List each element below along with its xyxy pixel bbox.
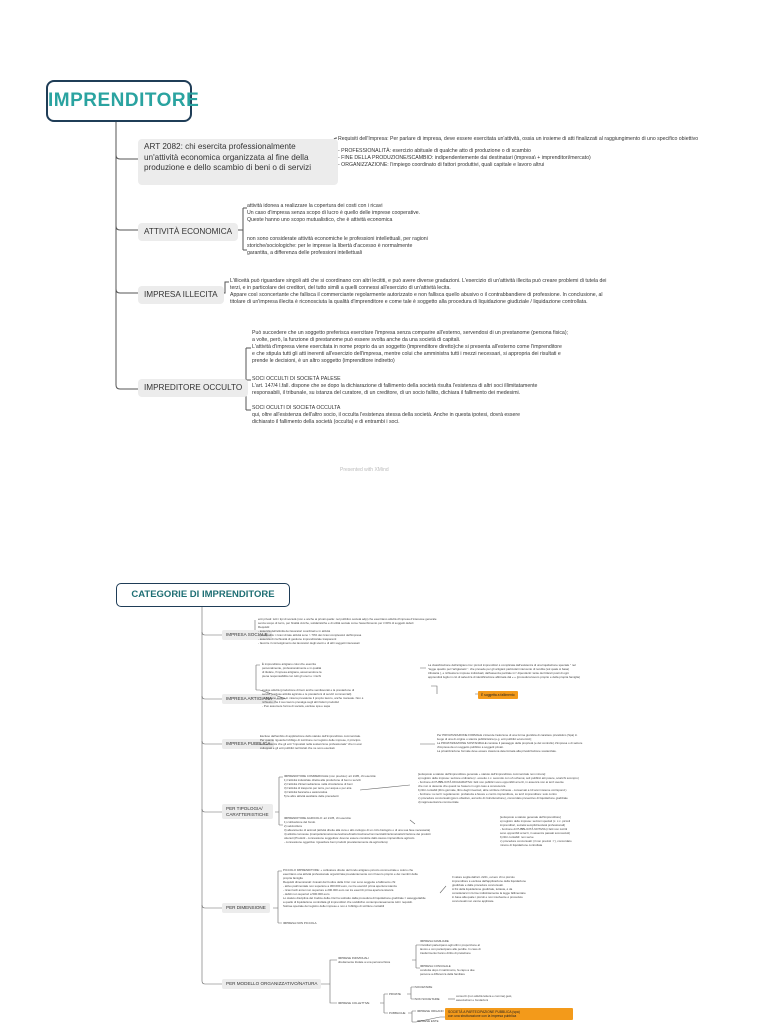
imprenditore-commerciale-text (284, 774, 414, 798)
text-line: senza scopo di lucro, per finalità civiche, solidaristiche e di utilità sociale come l'assorbimento per il 30% di soggetti deboli (258, 621, 414, 625)
per-dimensione-node[interactable]: PER DIMENSIONE (222, 903, 270, 913)
text-line: qui, oltre all'esistenza dell'altro socio, il occulta l'esistenza stessa della società. Anche in questa ipotesi, dovrà essere (252, 412, 520, 418)
text-line: tributaria ), e richiesta le imprese individuali, dall'assenza parziale in l' dipendenti: tante dei bilanci posti di ogni (428, 671, 569, 675)
text-line: La classificazione dell'artigiano tra i piccoli imprenditori è complicata dall'esistenza di una liquidazione speciale " nel (428, 663, 576, 667)
text-line: di titolare, l'impresa artigiana, assumendone la (262, 670, 322, 674)
text-line: - ricavi lordi annui non superiore a 200.000 euro nei tre esercizi prima apertura istanza (283, 888, 394, 892)
text-line: 4) attività connesse (manipolazione/conservazione/trasformazione/commercializzazione/valorizzazione dei prodotti (284, 832, 431, 836)
impresa-familiare-text (420, 939, 530, 955)
impresa-sociale-node[interactable]: IMPRESA SOCIALE (222, 630, 272, 640)
impresa-pubblica-right-text (437, 733, 637, 753)
text-line: ottenuti (Prodotti - connessione soggettiva: devono essere condotte dallo stesso imprenditore agricolo (284, 836, 415, 840)
text-line: A fini della liquidazione giudiziale, tuttavia, è da (452, 887, 513, 891)
node-label-line: CARATTERISTICHE (226, 811, 269, 817)
text-line: richiesto che il suo lavoro prevalga sugli altri fattori produttivi (262, 700, 340, 704)
text-line: dichiarato il fallimento della società (occulta) e di entrambi i soci. (252, 419, 400, 425)
text-line: 4) l'attività bancaria e assicurativa (284, 790, 328, 794)
non-societarie-label[interactable]: NON SOCIETARIE (415, 997, 440, 1001)
text-line: sono opponibili ai terzi, in assenza passati sconosciuti) (500, 831, 571, 835)
text-line: consorzi (non attività lettera e comma) gest, (456, 994, 513, 998)
impresa-sociale-text (258, 617, 528, 645)
text-line: - l'artigiano svolge in misura prevalente il proprio lavoro, anche manuale. Non è (262, 696, 364, 700)
text-line: concorsuali non vanno applicate. (452, 899, 495, 903)
piccolo-imprenditore-text (283, 868, 443, 908)
imprenditore-agricolo-text (284, 816, 484, 844)
text-line: minore di liquidazione controllata (500, 843, 543, 847)
imprese-individuali-label[interactable]: IMPRESE INDIVIDUALI (338, 956, 369, 960)
text-line: attività idonea a realizzare la copertura dei costi con i ricavi (247, 203, 383, 209)
text-line: - funzione di PUBBLICITÀ NOTIZIA (i fatti non iscritti (500, 827, 568, 831)
text-line: persone a differenza della familiare (420, 972, 465, 976)
text-line: [sottoposto a statuto generale dell'imprenditore] (500, 815, 561, 819)
text-line: b) libri contabili: non serve (500, 835, 534, 839)
text-line: c) procedure concorsuali: (il non previsti : l'), concordato (500, 839, 572, 843)
text-line: - connessione oggettiva: riguardare beni prodotti prevalentemente da agricoltura) (284, 840, 388, 844)
text-line: Può succedere che un soggetto preferisca esercitare l'impresa senza comparire all'esterno, servendosi di un prestanome (persona fisica); (252, 330, 568, 336)
text-line: titolare di un'impresa illecita è riconosciuta la qualità d'imprenditore e come tale è soggetto alla procedura di liquidazione giudiziale / liquidazione controllata. (230, 299, 588, 305)
text-line: Requisiti dimensionali: ricavati dal Codice della Crisi: non sono soggette a fallimento chi: (283, 880, 396, 884)
imprenditore-commerciale-right-text (418, 772, 628, 804)
text-line: non sono considerate attività economiche le professioni intellettuali, per ragioni (247, 236, 428, 242)
imprese-collettive-label[interactable]: IMPRESE COLLETTIVE (338, 1001, 370, 1005)
text-line: 2) selvicoltura (284, 824, 302, 828)
text-line: 3) allevamento di animali (attività dirette alla cura o allo sviluppo di un ciclo biologico o di una sua fase necessaria) (284, 828, 431, 832)
text-line: IMPRESA FAMILIARE (420, 939, 449, 943)
text-line: giudiziale e dalle procedure concorsuali. (452, 883, 504, 887)
text-line: - funzione di PUBBLICITÀ DICHIARATIVA: fatti non pubblici sono opponibili ai terzi, in assenza non ai terzi avente (418, 780, 564, 784)
text-line: storiche/sociologiche: per le imprese la libertà d'accesso è normalmente (247, 243, 413, 249)
text-line: luogo di una di origine o stanza pubblicistica (e.g. enti pubblici economici); (437, 737, 532, 741)
text-line: 2) l'attività d'intermediazione nella circolazione di beni (284, 782, 353, 786)
text-line: in base alla quale i piccoli e non insolvente è procedure (452, 895, 523, 899)
impresa-coniugale-text (420, 964, 530, 976)
occulto-text-a (252, 330, 632, 365)
text-line: L'attività d'impresa viene esercitata in nome proprio da un soggetto (imprenditore diretto)che si presenta all'esterno come l'imprenditore (252, 344, 562, 350)
soggetta-fallimento-badge[interactable]: È soggetta a fallimento (478, 691, 518, 699)
pubbliche-label[interactable]: PUBBLICHE (389, 1011, 406, 1015)
impresa-pubblica-node[interactable]: IMPRESA PUBBLICA (222, 739, 274, 749)
text-line: - principalità: i ricavi di tale attività sono > 70% dei ricavi complessivi dell'impresa (258, 633, 362, 637)
text-line: Sottrae speciale del registro delle imprese e non è l'obbligo di scritture contabili (283, 904, 385, 908)
map-title-categorie[interactable]: CATEGORIE DI IMPRENDITORE (116, 583, 290, 607)
text-line: personalmente, professionalmente e in qualità (262, 666, 322, 670)
text-line: [sottoposto a statuto dell'imprenditore generale + statuto dell'imprenditore commerciale non minore]: (418, 772, 546, 776)
text-line: e che stipula tutti gli atti inerenti all'esercizio dell'impresa, mentre colui che amministra tutti i mezzi necessari, si appropria dei risultati e (252, 351, 561, 357)
watermark: Presented with XMind (340, 467, 389, 473)
impresa-pubblica-text (260, 734, 420, 750)
text-line: - Può assumere forma di società, escluse spa e sapa (262, 704, 330, 708)
text-line: - assenza di rischiosità di gestione imprenditoriale trasparenti (258, 637, 337, 641)
text-line: enti privati: tutti i tipi di società (non e anche ai privati quelle: nel pubblico società adp) che esercitano attività d'impresa d'interesse generale (258, 617, 437, 621)
text-line: - debiti non superiori a 500.000 euro (283, 892, 330, 896)
art-2082-node[interactable]: ART 2082: chi esercita professionalmente un'attività economica organizzata al fine della produzione e dello scambio di beni o di servizi (138, 139, 338, 185)
text-line: Per quanto riguarda l'obbligo di iscrizione nel registro delle imprese, il principio (260, 738, 361, 742)
text-line: i familiari partecipano agli utili in proporzione al (420, 943, 480, 947)
text-line: La PRIVATIZZAZIONE SOSTANZIALE consiste il passaggio della proprietà (e del controllo) d'impresa o di settore (437, 741, 583, 745)
text-line: Lo statuto disciplina del Codice della crisi ha sottratto dalla procedura di liquidazione giudiziale = assoggettabile (283, 896, 426, 900)
impresa-illecita-node[interactable]: IMPRESA ILLECITA (138, 286, 224, 304)
text-line: "legge quadro per l'artigianato" : che prevede per gli artigiani particolari intervento di rendita (sul quale si basa) (428, 667, 570, 671)
text-line: sviluppati e gli enti pubblici territoriali che ne sono esentati. (260, 746, 336, 750)
text-line: responsabili, il tribunale, su istanza del curatore, di un creditore, di un socio fallito, dichiara il fallimento dei medesimi. (252, 390, 521, 396)
text-line: è in sostanza che gli enti "impostati nella sostenzione professionale" che in essi (260, 742, 362, 746)
per-tipologia-node[interactable] (222, 804, 273, 819)
text-line: IMPRESA CONIUGALE (420, 964, 451, 968)
impresa-artigiana-node[interactable]: IMPRESA ARTIGIANA (222, 694, 276, 704)
imprese-organo-label[interactable]: IMPRESE ORGANO (417, 1009, 444, 1013)
impresa-non-piccola-label[interactable]: IMPRESA NON PICCOLA (283, 921, 317, 925)
occulto-text-c (252, 405, 632, 426)
text-line: Un caso d'impresa senza scopo di lucro è quello delle imprese cooperative. (247, 210, 421, 216)
text-line: - favorire il coinvolgimento dei lavoratori degli utenti e di altri soggetti interessati (258, 641, 360, 645)
text-line: d'impresa da un soggetto pubblico a soggetti privati. (437, 745, 504, 749)
text-line: - attivo patrimoniale non superiore a 300.000 euro, nei tre esercizi prima apertura istanza (283, 884, 397, 888)
text-line: garantita, a differenza delle professioni intellettuali (247, 250, 362, 256)
attivita-economica-text-a (247, 203, 507, 224)
text-line: apprendisti luglio in ciò di salvezza di identificazione abbinata dal « » (procedura lavoro proprio e della propria famiglia) (428, 675, 581, 679)
text-line: Il valore soglia dall'art. 2221, ovvero chi è piccolo (452, 875, 515, 879)
impresa-artigiana-right-text (428, 663, 628, 679)
societa-partecipazione-pubblica-badge[interactable] (445, 1008, 573, 1020)
occulto-text-b (252, 376, 632, 397)
non-societarie-text (456, 994, 566, 1002)
text-line: condotta dopo il matrimonio, fa capo a due (420, 968, 475, 972)
text-line: Requisiti: (258, 625, 270, 629)
text-line: 5) le altre attività ausiliarie delle precedenti (284, 794, 339, 798)
badge-line: SOCIETÀ A PARTECIPAZIONE PUBBLICA (spa) (448, 1010, 520, 1014)
text-line: Per PRIVATIZZAZIONE FORMALE s'intende l'adozione di una forma giuridica di carattere privatistico (Spa) in (437, 733, 578, 737)
text-line: SOCI OCCULTI DI SOCIETÀ PALESE (252, 376, 341, 382)
imprenditore-occulto-node[interactable]: IMPREDITORE OCCULTO (138, 379, 248, 397)
text-line: 1) l'attività industriale diretta alla produzione di beni o servizi (284, 778, 361, 782)
text-line: esercitano una attività professionale organizzata prevalentemente con il lavoro proprio e dei membri della (283, 872, 418, 876)
text-line: associazioni e fondazioni (456, 998, 489, 1002)
impresa-illecita-text (230, 278, 690, 306)
text-line: imprenditori, società semplici/società professionali) (500, 823, 566, 827)
text-line: - funzione: su terzi: regolamento: probatoria a favore e contro imprenditore, su terzi imprenditore: solo contro (418, 792, 557, 796)
text-line: IMPRENDITORE COMMERCIALE (non previsto): art 2195, chi esercita: (284, 774, 377, 778)
per-modello-organizzativo-node[interactable]: PER MODELLO ORGANIZZATIVO/NATURA (222, 979, 321, 989)
text-line: PICCOLO IMPRENDITORE: + coltivatore diretto del fondo artigiano piccolo commerciale e coloro che (283, 868, 414, 872)
text-line: trasferimento hanno diritto di prelazione (420, 951, 471, 955)
text-line: servizi (escluse attività agricole e le prestazioni di servizi commerciali) (262, 692, 352, 696)
imprese-individuali-subtext: direttamente titolate a una persona fisica (338, 960, 391, 964)
attivita-economica-node[interactable]: ATTIVITÀ ECONOMICA (138, 223, 238, 241)
text-line: - assenza dell'attività dei lavoratori coordinati e in attività (258, 629, 331, 633)
text-line: 1) coltivazione del fondo (284, 820, 316, 824)
text-line: Appare così sconcertante che fallisca il commerciante regolarmente autorizzato e non fallisca quello abusivo o il contrabbandiere di professione. In conclusione, al (230, 292, 603, 298)
text-line: imprenditore è esclusa dall'applicazione della liquidazione (452, 879, 526, 883)
text-line: svolge attività (produzione di beni anche semilavorati e la prestazione di (262, 688, 355, 692)
node-label-line: PER TIPOLOGIA/ (226, 806, 263, 811)
text-line: Requisiti dell'Impresa: Per parlare di impresa, deve essere esercitata un'attività, ossia un insieme di atti finalizzati al raggiungimento di uno specifico obiettivo (338, 136, 699, 142)
impresa-artigiana-text-a (262, 662, 422, 678)
text-line: a) registro delle imprese: sezione ordinaria (c. ecoetto c.c. secondo con uh schema; soli pubblici atti potere, scarichi scompro) (418, 776, 579, 780)
piccolo-imprenditore-right-text (452, 875, 572, 903)
text-line: IMPRENDITORE AGRICOLO: art 2135, chi esercita: (284, 816, 352, 820)
text-line: L'illiceità può riguardare singoli atti che si coordinano con altri lecititi, e può avere diverse gradazioni. L'esercizio di un'attività illecita può creare problemi di tutela dei (230, 278, 607, 284)
text-line: a quello di liquidazione controllata gli imprenditori che soddisfino contemporaneamente tutti i requisiti. (283, 900, 413, 904)
text-line: a volte, però, la funzione di prestanome può essere svolta anche da una società di capitali. (252, 337, 461, 343)
text-line: piena responsabilità con tutti gli oneri e i rischi (262, 674, 321, 678)
text-line: b) libri contabili (libro giornale, libro degli inventari, altre scritture richieste - conservati a 10 anni insieme corrispond.) (418, 788, 567, 792)
text-line: a) registro delle imprese: sezioni speciali (c. c.c. piccoli (500, 819, 571, 823)
requisiti-impresa-text (338, 136, 718, 169)
text-line: lavoro e con partecipano alle perdite. In caso di (420, 947, 481, 951)
imprese-ente-label[interactable]: IMPRESE ENTE (417, 1019, 439, 1023)
text-line: considerarsi in ferme indistintamente la legge fallimentare (452, 891, 526, 895)
text-line: - FINE DELLA PRODUZIONE/SCAMBIO: indipendentemente dai destinatari (impresa\ + imprenditori/mercato) (338, 155, 591, 161)
imprenditore-agricolo-right-text (500, 815, 630, 847)
impresa-artigiana-text-b (262, 688, 432, 708)
text-line: propria famiglia (283, 876, 303, 880)
text-line: che non si desunte che questi ne fossero in ogni caso a conoscenza (418, 784, 506, 788)
text-line: - PROFESSIONALITÀ: esercizio abituale di qualche atto di produzione o di scambio (338, 148, 531, 154)
text-line: c) procedure concorsuali (gioco obiettivo, accordo di ristrutturazione), concordato preventivo di liquidazione giudiziale (418, 796, 568, 800)
text-line: Queste hanno uno scopo mutualistico, che è attività economica (247, 217, 393, 223)
text-line: È imprenditore artigiano colui che esercita (262, 662, 316, 666)
text-line: Escluso dall'ambito di applicazione dello statuto dell'imprenditore commerciale. (260, 734, 361, 738)
text-line: La privatizzazione formale deve essere ciascuna determinata alla privatizzazione sostanziale. (437, 749, 557, 753)
text-line: SOCI OCULTI DI SOCIETA OCCULTA (252, 405, 341, 411)
text-line: - ORGANIZZAZIONE: l'impiego coordinato di fattori produttivi, quali capitale e lavoro altrui (338, 162, 545, 168)
text-line: L'art. 147/4 l.fall. dispone che se dopo la dichiarazione di fallimento della società risulta l'esistenza di altri soci illimitatamente (252, 383, 538, 389)
societarie-label[interactable]: SOCIETARIE (415, 985, 433, 989)
map-title-imprenditore[interactable]: IMPRENDITORE (46, 80, 192, 122)
text-line: 3) l'attività di trasporto per terra, per acqua o per aria (284, 786, 352, 790)
attivita-economica-text-b (247, 236, 507, 257)
text-line: d) rappresentanza commerciale (418, 800, 459, 804)
text-line: terzi, e in particolare dei creditori, del tutto simili a quelli connessi all'esercizio di un'attività lecita. (230, 285, 451, 291)
badge-line: con una strutturazione con la impresa pubblica (448, 1014, 517, 1018)
text-line: prende le decisioni, è un altro soggetto (imprenditore indiretto) (252, 358, 395, 364)
private-label[interactable]: PRIVATE (389, 992, 401, 996)
